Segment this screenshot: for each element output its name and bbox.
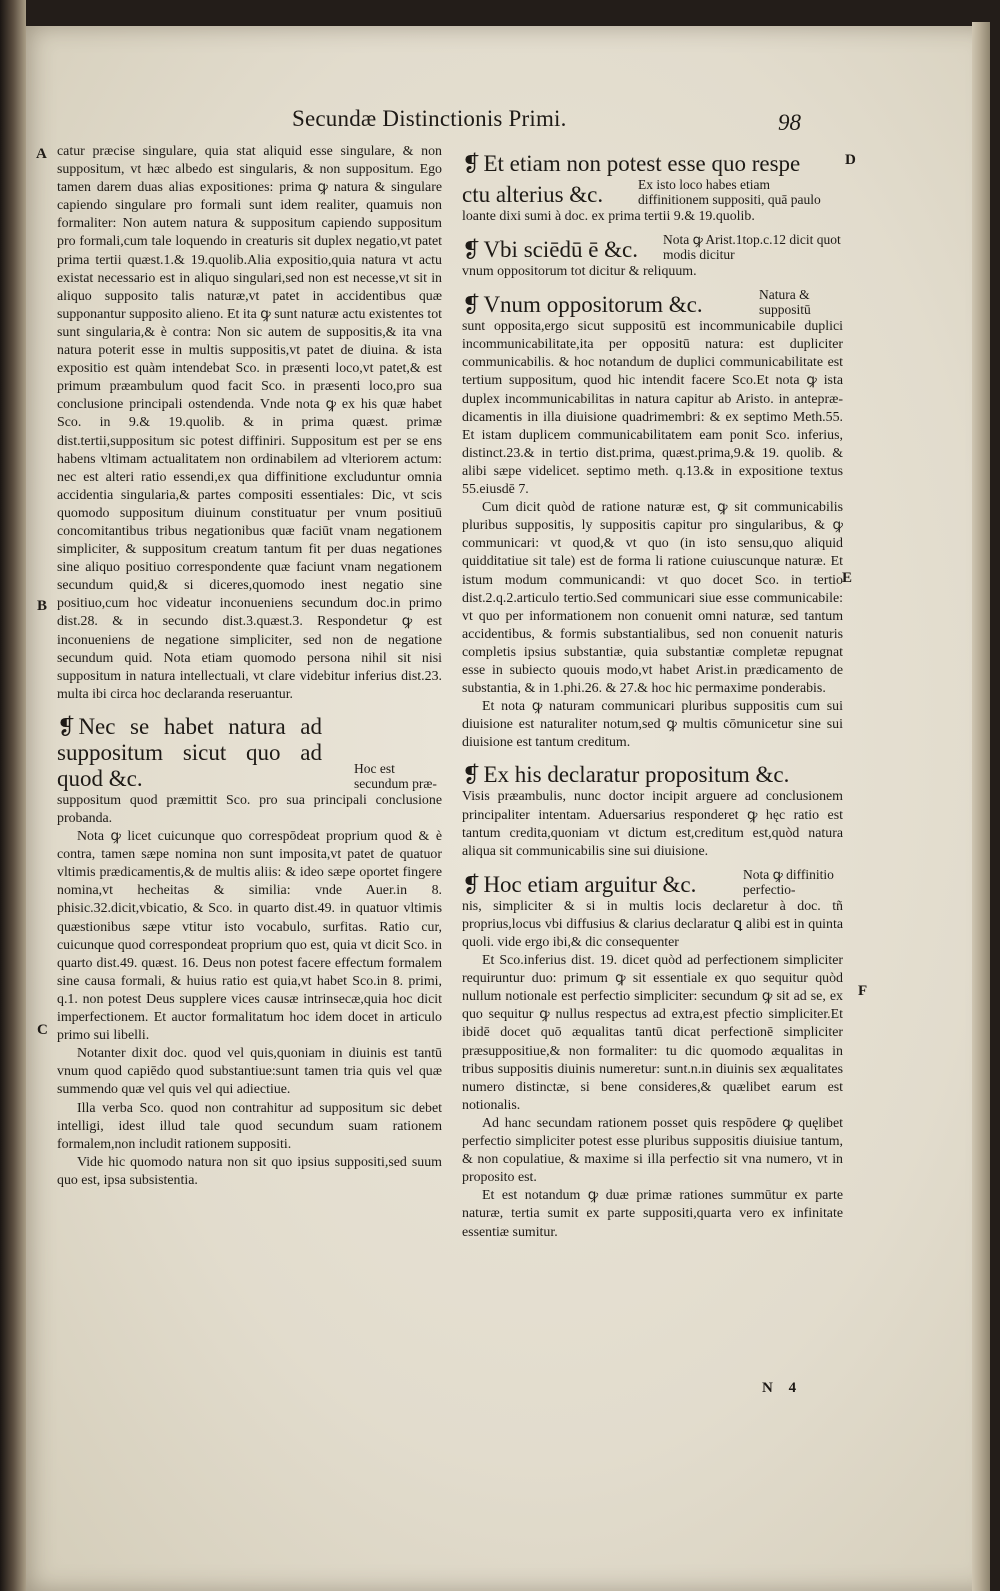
paragraph: Notanter dixit doc. quod vel quis,quoniam in diuinis est tantū vnum quod capiēdo quod substantiue:sunt tamen tria quis vel quæ summendo quæ vel quis vel qui adiectiue. [57, 1046, 442, 1098]
pilcrow-icon: ❡ [462, 871, 481, 897]
paragraph: loante dixi sumi à doc. ex prima tertii 9.& 19.quolib. [462, 209, 755, 224]
paragraph: Nota ꝙ licet cuicunque quo correspōdeat proprium quod & è contra, tamen sæpe nomina non sunt imposita,vt patet de quatuor vltimis prædicamentis,& de multis aliis: & ideo sæpe oportet fingere nomina,vt hecheitas & similia: vnde Auer.in 8. phisic.32.dicit,vbicatio, & Sco. in quarto dist.49. in quatuor vltimis quæstionibus sæpe vtitur isto vocabulo, surfitas. Ratio cur, cuicunque quod correspondeat proprium quo est, quia vt dicit Sco. in quarto dist.49. quæst. 16. Deus non potest facere effectum formalem sine causa formali, & huius ratio est quia,vt habet Sco.in 8. primi, q.1. non potest Deus supplere vices causæ intrinsecæ,quia hoc dicit imperfectionem. Et auctor formalitatum hoc idem docet in articulo primo sui libelli. [57, 829, 442, 1044]
pilcrow-icon: ❡ [462, 292, 481, 318]
paragraph: Et est notandum ꝙ duæ primæ rationes summūtur ex parte naturæ, tertia sumit ex parte suppositi,quarta vero ex infinitate essentiæ sumitur. [462, 1188, 843, 1240]
margin-marker-d: D [845, 152, 856, 168]
paragraph: suppositum quod præmittit Sco. pro sua principali conclusione probanda. [57, 792, 442, 826]
lemma-text: ctu alterius &c. [462, 182, 604, 207]
paragraph: Et Sco.inferius dist. 19. dicet quòd ad perfectionem simpliciter requiruntur duo: primum ꝙ sit essentiale ex quo sequitur quòd nullum notionale est perfectio simpliciter: secundum ꝙ sit ad se, ex quo sequitur ꝙ nullus respectus ad extra,est pfectio simpliciter.Et ibidē docet quō æqualitas tantū dicat perfectionē simpliciter præsuppositiue,& non formaliter: tu dic quomodo æqualitas in tribus suppositis diuinis numeretur: sunt.n.in diuinis sex æqualitates numero distinctæ, si bene consideres,& quælibet earum est notionalis. [462, 953, 843, 1113]
paragraph: vnum oppositorum tot dicitur & reliquum. [462, 264, 697, 280]
paragraph: Ad hanc secundam rationem posset quis respōdere ꝙ quęlibet perfectio simpliciter potest esse pluribus suppositis diuisiue tantum, & non copulatiue, & maxime si illa perfectio sit vna numero, vt in proposito est. [462, 1115, 843, 1186]
right-column [462, 143, 843, 1242]
lemma-text: Hoc etiam arguitur &c. [483, 871, 697, 897]
paragraph: Vide hic quomodo natura non sit quo ipsius suppositi,sed suum quo est, ipsa subsistentia. [57, 1154, 442, 1188]
paragraph: catur præcise singulare, quia stat aliquid esse singulare, & non suppositum, vt hæc albedo est singularis, & non suppositum. Ego tamen darem duas alias expositiones: prima ꝙ natura & singulare capiendo singulare pro formali sunt idem realiter, quamuis non formaliter: Non autem natura & suppositum capiendo suppositum pro formali,cum tale loquendo in creaturis sit duplex negatio,vt patet prima tertii quæst.1.& 19.quolib.Alia expositio,quia natura vt actu existat necessario est in aliquo singulari,sed non est necesse,vt sit in aliquo supposito talis naturæ,vt patet in accidentibus quæ supponantur supposito alieno. Et ita ꝙ sunt naturæ actu existentes tot sunt singularia,& è contra: Non sic autem de suppositis,& ita vna natura poterit esse in multis suppositis,vt patet de diuina. & ista expositio est quàm intendebat Sco. in præsenti loco,vt patet,& est primum præambulum quod facit Sco. in præsenti loco,pro sua conclusione principali ostendenda. Vnde nota ꝙ ex his quæ habet Sco. in 9.& 19.quolib. & in prima quæst. primæ dist.tertii,suppositum sic potest diffiniri. Suppositum est per se ens habens vltimam actualitatem non ordinabilem ad vlteriorem actum: nec est alteri ratio essendi,ex qua diffinitione excluduntur omnia accidentia singularia,& partes compositi essentiales: Dic, vt scis quomodo suppositum diuinum constituatur per vnum positiuū concomitantibus tribus negationibus quæ faciūt vnam negationem simpliciter, & suppositum creatum tantum fit per duas negationes sine aliquo positiuo correspondente quæ faciunt vnam negationem secundum quid,& si diceres,quomodo inest negatio sine positiuo,cum hoc videatur inconueniens secundum doc.in primo dist.28. & in secundo dist.3.quæst.3. Respondetur ꝙ est inconueniens de negatione simpliciter, sed non de negatione secundum quid. Nota etiam quomodo persona nihil sit nisi suppositum in natura intellectuali, vt clare videbitur inferius dist.23. multa ibi circa hoc declaranda reseruantur. [57, 144, 442, 702]
lemma-heading [462, 762, 843, 788]
pilcrow-icon: ❡ [462, 237, 481, 263]
pilcrow-icon: ❡ [57, 713, 76, 739]
running-title: Secundæ Distinctionis Primi. [292, 106, 567, 131]
lemma-text: Nec se habet natura ad suppositum sicut quo ad quod &c. [57, 713, 322, 791]
lemma-heading [462, 232, 843, 263]
margin-marker-a: A [36, 146, 47, 162]
paragraph: Visis præambulis, nunc doctor incipit arguere ad conclusionem principaliter intentam. Aduersarius responderet ꝙ hęc ratio est tantum credita,quoniam vt dictum est,creditum est,quòd natura aliqua sit communicabilis sine sui diuisione. [462, 789, 843, 859]
paragraph: nis, simpliciter & si in multis locis declaretur à doc. tñ proprius,locus vbi diffusius & clarius declaratur ꝗ alibi est in quinta quoli. vide ergo ibi,& dic consequenter [462, 898, 843, 950]
page-fore-edge [972, 22, 990, 1591]
lemma-heading [462, 287, 843, 318]
margin-marker-f: F [858, 983, 868, 999]
lemma-note: Ex isto loco habes etiam diffinitionem suppositi, quā paulo [638, 177, 821, 207]
pilcrow-icon: ❡ [462, 151, 481, 176]
paragraph: sunt opposita,ergo sicut suppositū est incommunicabile duplici incommunicabilitate,ita per oppositū natura: est dupliciter communicabilis. & hoc notandum de duplici communicabilitate est tertium suppositum, quod hic intendit facere Sco.Et nota ꝙ ista duplex incommunicabilitas in natura capitur ab Aristo. in anteprædicamentis in illa diuisione quadrimembri: & ex septimo Meth.55. Et istam duplicem communicabilitatem eam ponit Sco. inferius, distinct.23.& in tertio dist.prima, quæst.prima,9.& 19. quolib. & alibi sæpe videlicet. septimo meth. q.13.& in expositione textus 55.eiusdē 7. [462, 319, 843, 498]
binding-gutter [0, 0, 26, 1591]
lemma-heading [57, 714, 442, 792]
lemma-text: Vnum oppositorum &c. [483, 292, 703, 318]
left-column [57, 143, 442, 1190]
paragraph: Et nota ꝙ naturam communicari pluribus suppositis cum sui diuisione est naturaliter notum,sed ꝙ multis cōmunicetur sine sui diuisione est tantum creditum. [462, 699, 843, 751]
margin-marker-e: E [842, 570, 853, 586]
lemma-note: Hoc est secundum præ- [354, 760, 437, 791]
margin-marker-c: C [37, 1022, 48, 1038]
pilcrow-icon: ❡ [462, 762, 481, 788]
lemma-text: Et etiam non potest esse quo respe [483, 151, 801, 176]
lemma-text: Ex his declaratur propositum &c. [483, 762, 790, 788]
lemma-note: Natura & suppositū [759, 287, 811, 318]
lemma-heading [462, 867, 843, 898]
margin-marker-b: B [37, 598, 48, 614]
lemma-note: Nota ꝙ Arist.1top.c.12 dicit quot modis dicitur [663, 232, 841, 263]
folio-number: 98 [778, 110, 801, 135]
paragraph: Cum dicit quòd de ratione naturæ est, ꝙ sit communicabilis pluribus suppositis, ly suppositis capitur pro singularibus, & ꝙ communicari: vt quod,& vt quo (in isto sensu,quo aliquid quidditatiue sit tale) est de forma li ratione cuiuscunque naturæ. Et istum modum communicandi: vt quo docet Sco. in tertio dist.2.q.2.articulo tertio.Sed communicari siue esse communicabile: vt quo per informationem non conuenit omni naturæ, sed tantum accidentibus, & formis substantialibus, sed non conuenit naturis completis ipsius substantiæ, quia substantiæ completæ repugnat esse in subiecto quouis modo,vt habet Arist.in prædicamento de substantia, & in 1.phi.26. & 27.& hoc hic permaxime ponderabis. [462, 500, 843, 697]
lemma-heading [462, 151, 843, 208]
paragraph: Illa verba Sco. quod non contrahitur ad suppositum sic debet intelligi, idest illud tale quod secundum suam rationem formalem,non includit rationem suppositi. [57, 1100, 442, 1152]
signature-mark: N 4 [762, 1380, 803, 1396]
lemma-text: Vbi sciēdū ē &c. [483, 237, 639, 263]
lemma-note: Nota ꝙ diffinitio perfectio- [743, 866, 834, 897]
